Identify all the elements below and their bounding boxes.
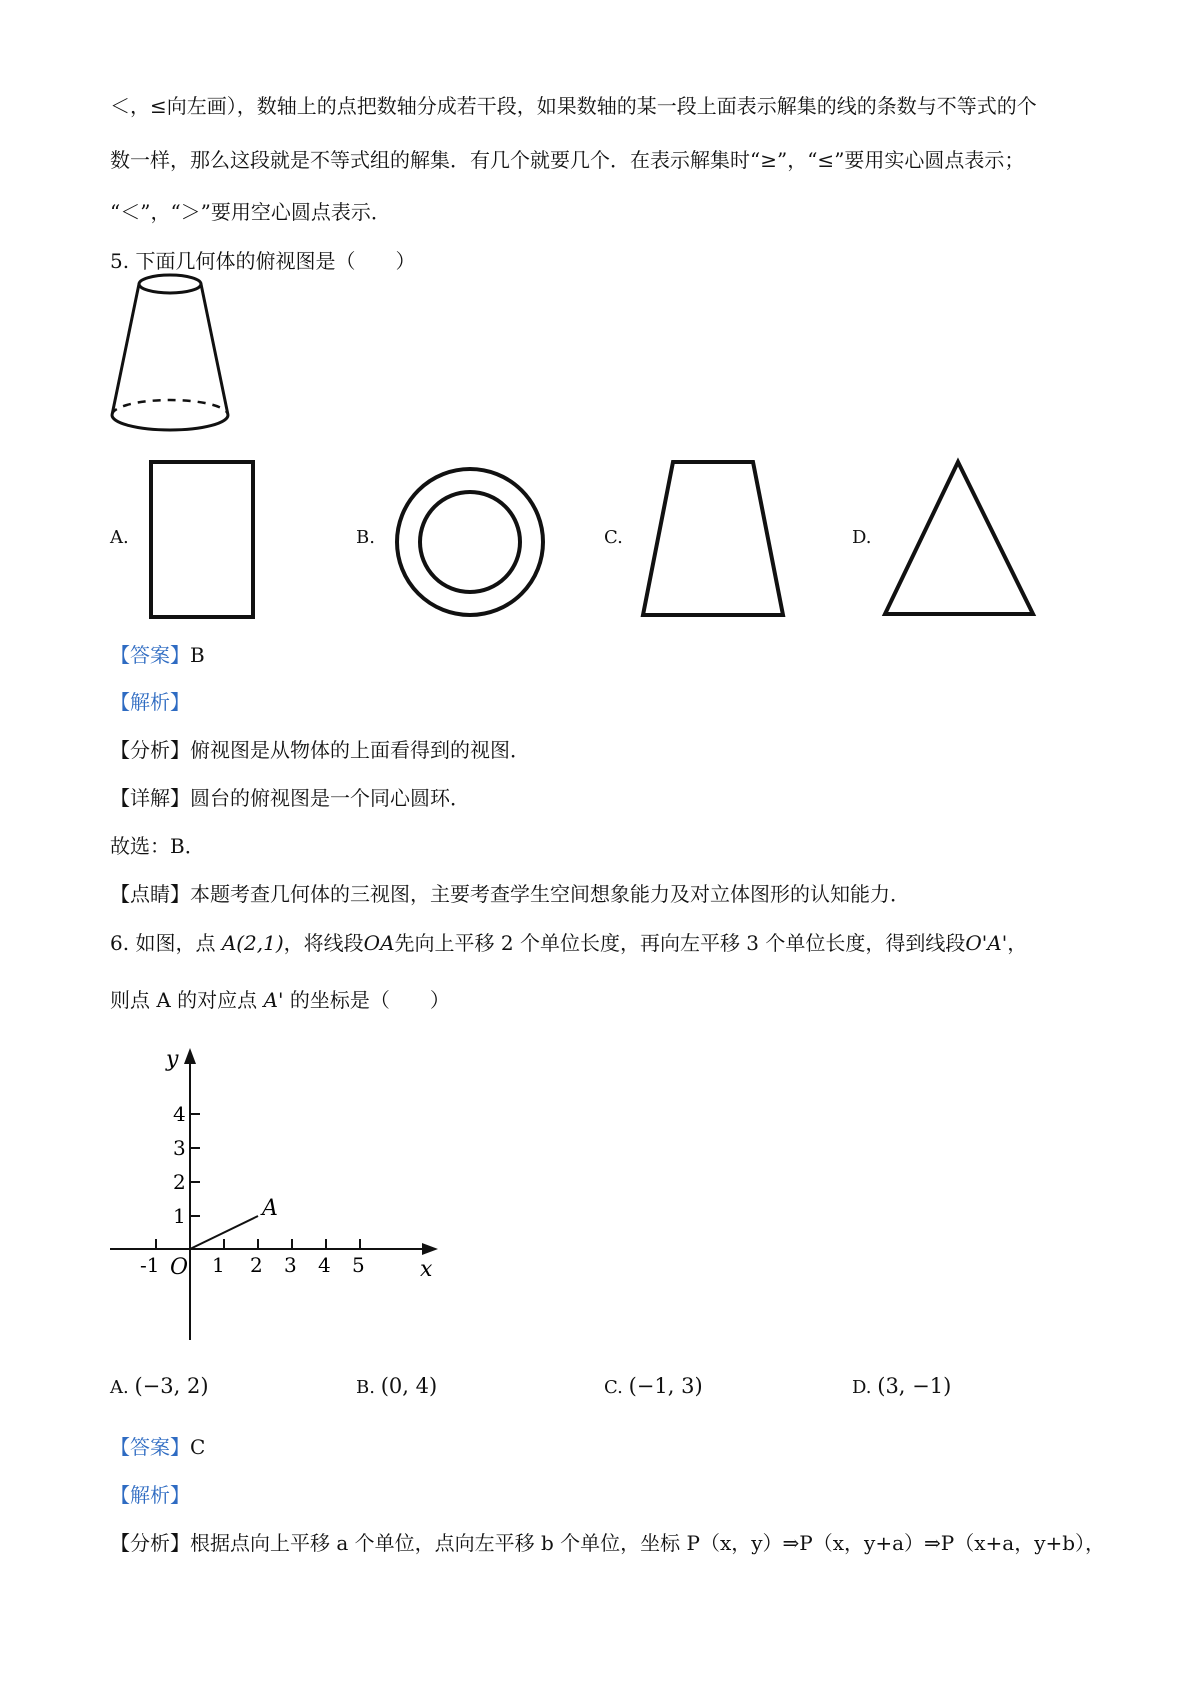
q5-analysis-heading [110, 688, 190, 716]
q5-analysis-label: 【分析】 [110, 738, 190, 762]
q5-analysis-line [110, 736, 530, 764]
frustum-bottom-front [112, 415, 228, 430]
q5-comment-text: 本题考查几何体的三视图，主要考查学生空间想象能力及对立体图形的认知能力． [190, 882, 910, 906]
y-axis-arrow [184, 1048, 196, 1064]
intro-line-3: “＜”，“＞”要用空心圆点表示． [110, 200, 391, 224]
q6-option-d[interactable] [852, 1374, 951, 1400]
q5-stem: 5. 下面几何体的俯视图是（ ） [110, 249, 416, 273]
q6-analysis-text: 根据点向上平移 a 个单位，点向左平移 b 个单位，坐标 P（x，y）⇒P（x，y+a）⇒P（x+a，y+b）， [190, 1531, 1106, 1555]
q6-stem-line-2 [110, 986, 450, 1014]
q5-comment-tag: 【点睛】 [110, 882, 190, 906]
y-tick-3: 3 [173, 1136, 186, 1160]
x-axis-label: x [420, 1257, 433, 1282]
q6-stem-line2-part2: 的坐标是（ ） [289, 988, 450, 1012]
q5-analysis-text: 俯视图是从物体的上面看得到的视图． [190, 738, 530, 762]
frustum-figure [100, 272, 240, 437]
q6-analysis-line [110, 1529, 1105, 1557]
q6-option-b[interactable] [356, 1374, 437, 1400]
q6-option-b-label: B. [356, 1377, 375, 1398]
intro-line-2: 数一样，那么这段就是不等式组的解集．有几个就要几个．在表示解集时“≥”，“≤”要用实心圆点表示； [110, 148, 1025, 172]
y-tick-2: 2 [173, 1170, 186, 1194]
q6-segment-new: O'A' [965, 931, 1008, 955]
q5-option-a-label[interactable]: A. [110, 527, 129, 548]
x-tick-4: 4 [318, 1253, 331, 1277]
q6-option-b-text: (0, 4) [380, 1374, 438, 1398]
q6-option-c-label: C. [604, 1377, 623, 1398]
q5-option-d-label[interactable]: D. [852, 527, 872, 548]
q6-stem-part1: 6. 如图，点 [110, 931, 216, 955]
intro-line-1: ＜，≤向左画），数轴上的点把数轴分成若干段，如果数轴的某一段上面表示解集的线的条数与不等式的个 [110, 94, 1037, 118]
q6-option-a[interactable] [110, 1374, 209, 1400]
q5-detail-line [110, 784, 470, 812]
x-tick-1: 1 [212, 1253, 225, 1277]
q6-stem-line-1 [110, 929, 1027, 957]
q6-stem-part2: ，将线段 [283, 931, 364, 955]
q6-stem-part4: ， [1007, 931, 1028, 955]
q6-answer-line [110, 1433, 205, 1461]
q5-option-a-rectangle[interactable] [140, 456, 260, 626]
q6-answer-tag: 【答案】 [110, 1435, 190, 1459]
q6-option-d-label: D. [852, 1377, 872, 1398]
q5-choice-line: 故选：B． [110, 834, 205, 858]
origin-label: O [170, 1255, 189, 1280]
q6-option-a-text: (−3, 2) [134, 1374, 209, 1398]
q6-point-a: A(2,1) [221, 931, 284, 955]
q5-analysis-tag: 【解析】 [110, 690, 190, 714]
frustum-left-edge [112, 284, 139, 415]
q6-analysis-label: 【分析】 [110, 1531, 190, 1555]
q5-option-d-triangle[interactable] [880, 454, 1040, 624]
y-tick-4: 4 [173, 1102, 186, 1126]
q6-option-d-text: (3, −1) [877, 1374, 952, 1398]
x-axis-arrow [422, 1243, 438, 1255]
q6-coordinate-graph [100, 1040, 450, 1345]
q6-analysis-heading [110, 1481, 190, 1509]
q5-option-b-label[interactable]: B. [356, 527, 375, 548]
q6-analysis-tag: 【解析】 [110, 1483, 190, 1507]
q5-answer-line [110, 641, 205, 669]
q5-option-c-label[interactable]: C. [604, 527, 623, 548]
frustum-bottom-back-dashed [112, 400, 228, 415]
q5-answer: B [190, 643, 205, 667]
x-tick-3: 3 [284, 1253, 297, 1277]
q5-detail-text: 圆台的俯视图是一个同心圆环． [190, 786, 470, 810]
x-tick-2: 2 [250, 1253, 263, 1277]
q5-detail-tag: 【详解】 [110, 786, 190, 810]
x-tick-neg1: -1 [140, 1253, 160, 1277]
y-axis-label: y [166, 1047, 179, 1072]
q6-stem-line2-part1: 则点 A 的对应点 [110, 988, 258, 1012]
frustum-top-ellipse [139, 275, 201, 293]
q6-segment-oa: OA [363, 931, 395, 955]
q5-option-c-trapezoid[interactable] [635, 456, 795, 626]
q5-comment-line [110, 880, 910, 908]
q5-answer-tag: 【答案】 [110, 643, 190, 667]
q6-option-c[interactable] [604, 1374, 703, 1400]
q6-answer: C [190, 1435, 206, 1459]
point-a-label: A [262, 1196, 278, 1221]
q6-option-a-label: A. [110, 1377, 129, 1398]
y-tick-1: 1 [173, 1204, 186, 1228]
x-tick-5: 5 [352, 1253, 365, 1277]
q6-option-c-text: (−1, 3) [628, 1374, 703, 1398]
q5-option-b-concentric-circles[interactable] [390, 462, 550, 622]
q6-point-a-new: A' [263, 988, 284, 1012]
q6-stem-part3: 先向上平移 2 个单位长度，再向左平移 3 个单位长度，得到线段 [394, 931, 966, 955]
frustum-right-edge [201, 284, 228, 415]
